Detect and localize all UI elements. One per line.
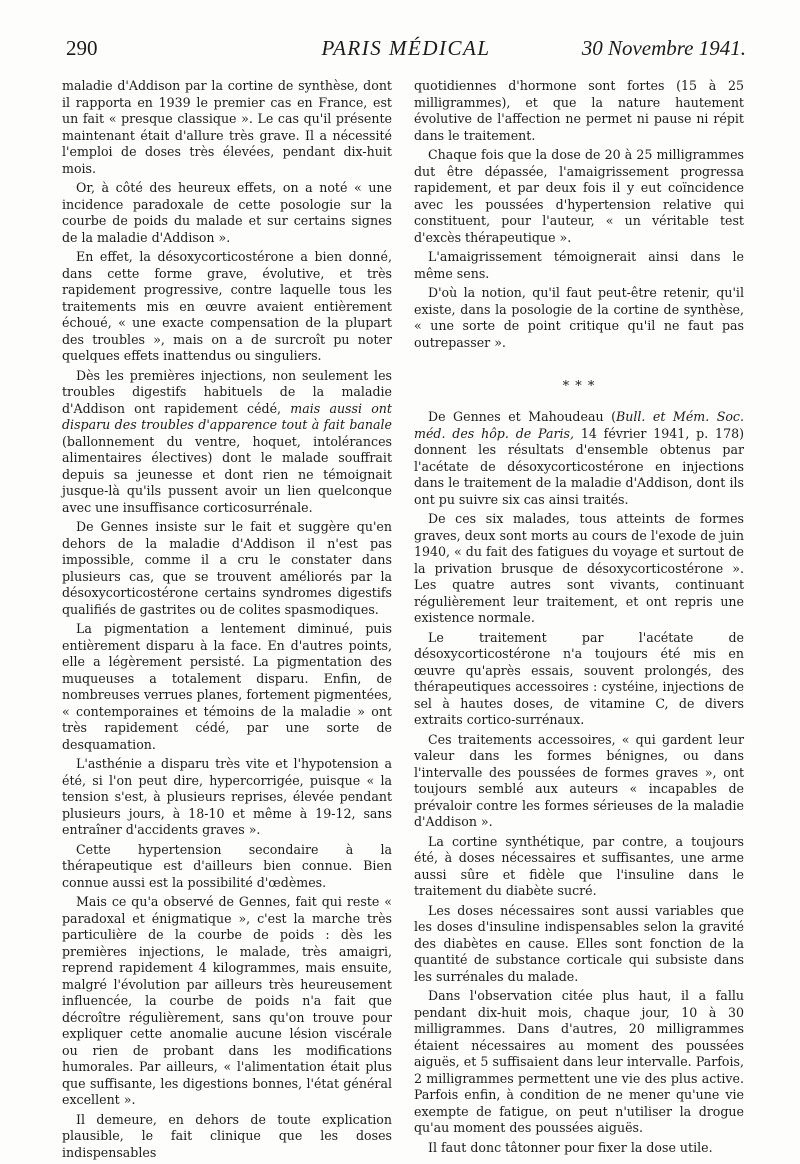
paragraph: Les doses nécessaires sont aussi variables que les doses d'insuline indispensables selon la gravité des diabètes en cause. Elles sont fonction de la quantité de substance corticale qui subsiste dans les surrénales du malade. [414,902,744,984]
text-run: De Gennes et Mahoudeau ( [428,409,616,424]
paragraph: La pigmentation a lentement diminué, puis entièrement disparu à la face. En d'autres points, elle a légèrement persisté. La pigmentation des muqueuses a totalement disparu. Enfin, de nombreuses verrues planes, fortement pigmentées, « contemporaines et témoins de la maladie » ont très rapidement cédé, par une sorte de desquamation. [62,621,392,752]
paragraph: De ces six malades, tous atteints de formes graves, deux sont morts au cours de l'exode de juin 1940, « du fait des fatigues du voyage et surtout de la privation brusque de désoxycorticostérone ». Les quatre autres sont vivants, continuant régulièrement leur traitement, et ont repris une existence normale. [414,511,744,625]
paragraph: De Gennes insiste sur le fait et suggère qu'en dehors de la maladie d'Addison il n'est pas impossible, comme il a cru le constater dans plusieurs cas, que se trouvent améliorés par la désoxycorticostérone certains syndromes digestifs qualifiés de gastrites ou de colites spasmodiques. [62,519,392,617]
journal-title: PARIS MÉDICAL [321,36,491,60]
paragraph: Il demeure, en dehors de toute explication plausible, le fait clinique que les doses indispensables [62,1111,392,1160]
text-run: (ballonnement du ventre, hoquet, intolérances alimentaires électives) dont le malade souffrait depuis sa jeunesse et dont rien ne témoignait jusque-là qu'ils pussent avoir un lien quelconque avec une insuffisance corticosurrénale. [62,433,392,515]
issue-date: 30 Novembre 1941. [581,36,746,60]
paragraph: Or, à côté des heureux effets, on a noté « une incidence paradoxale de cette posologie sur la courbe de poids du malade et sur certains signes de la maladie d'Addison ». [62,180,392,245]
page-number: 290 [66,36,98,60]
paragraph: Le traitement par l'acétate de désoxycorticostérone n'a toujours été mis en œuvre qu'après essais, souvent prolongés, des thérapeutiques accessoires : cystéine, injections de sel à hautes doses, de vitamine C, de divers extraits cortico-surrénaux. [414,629,744,727]
paragraph: D'où la notion, qu'il faut peut-être retenir, qu'il existe, dans la posologie de la cortine de synthèse, « une sorte de point critique qu'il ne faut pas outrepasser ». [414,285,744,350]
text-run: Dès les premières injections, non seulement les troubles digestifs habituels de la maladie d'Addison ont rapidement cédé, [62,367,392,416]
paragraph: Il faut donc tâtonner pour fixer la dose utile. [428,1139,713,1155]
paragraph [414,409,744,508]
running-header [66,36,746,68]
paragraph: Dans l'observation citée plus haut, il a fallu pendant dix-huit mois, chaque jour, 10 à 30 milligrammes. Dans d'autres, 20 milligrammes étaient nécessaires au moment des poussées aiguës, et 5 suffisaient dans leur intervalle. Parfois, 2 milligrammes permettent une vie des plus active. Parfois enfin, à condition de ne mener qu'une vie exempte de fatigue, on peut n'utiliser la drogue qu'au moment des poussées aiguës. [414,988,744,1135]
paragraph: Chaque fois que la dose de 20 à 25 milligrammes dut être dépassée, l'amaigrissement progressa rapidement, et par deux fois il y eut coïncidence avec les poussées d'hypertension relative qui constituent, pour l'auteur, « un véritable test d'excès thérapeutique ». [414,147,744,245]
paragraph: Mais ce qu'a observé de Gennes, fait qui reste « paradoxal et énigmatique », c'est la marche très particulière de la courbe de poids : dès les premières injections, le malade, très amaigri, reprend rapidement 4 kilogrammes, mais ensuite, malgré l'évolution par ailleurs très heureusement influencée, la courbe de poids n'a fait que décroître régulièrement, sans qu'on trouve pour expliquer cette anomalie aucune lésion viscérale ou rien de probant dans les modifications humorales. Par ailleurs, « l'alimentation était plus que suffisante, les digestions bonnes, l'état général excellent ». [62,894,392,1107]
citation: Bull. et Mém. Soc. méd. des hôp. de Paris, [414,409,744,441]
paragraph: L'amaigrissement témoignerait ainsi dans le même sens. [414,249,744,281]
paragraph: Ces traitements accessoires, « qui gardent leur valeur dans les formes bénignes, ou dans l'intervalle des poussées de formes graves », ont toujours semblé aux auteurs « incapables de prévaloir contre les formes sérieuses de la maladie d'Addison ». [414,731,744,829]
paragraph: La cortine synthétique, par contre, a toujours été, à doses nécessaires et suffisantes, une arme aussi sûre et fidèle que l'insuline dans le traitement du diabète sucré. [414,833,744,898]
paragraph: L'asthénie a disparu très vite et l'hypotension a été, si l'on peut dire, hypercorrigée, puisque « la tension s'est, à plusieurs reprises, élevée pendant plusieurs jours, à 18-10 et même à 19-12, sans entraîner d'accidents graves ». [62,756,392,837]
section-separator-asterisks: * * * [562,379,596,394]
paragraph: quotidiennes d'hormone sont fortes (15 à 25 milligrammes), et que la nature hautement évolutive de l'affection ne permet ni pause ni répit dans le traitement. [414,78,744,143]
paragraph: Cette hypertension secondaire à la thérapeutique est d'ailleurs bien connue. Bien connue aussi est la possibilité d'œdèmes. [62,841,392,890]
paragraph: maladie d'Addison par la cortine de synthèse, dont il rapporta en 1939 le premier cas en France, est un fait « presque classique ». Le cas qu'il présente maintenant était d'allure très grave. Il a nécessité l'emploi de doses très élevées, pendant dix-huit mois. [62,78,392,176]
right-column [414,78,744,1159]
paragraph: En effet, la désoxycorticostérone a bien donné, dans cette forme grave, évolutive, et très rapidement progressive, contre laquelle tous les traitements mis en œuvre avaient entièrement échoué, « une exacte compensation de la plupart des troubles », mais on a de surcroît pu noter quelques effets inattendus ou singuliers. [62,249,392,363]
text-run: 14 février 1941, p. 178) donnent les résultats d'ensemble obtenus par l'acétate de désoxycorticostérone en injections dans le traitement de la maladie d'Addison, dont ils ont pu suivre six cas ainsi traités. [414,425,745,507]
paragraph [62,368,392,517]
left-column [62,78,392,1164]
emphasis: mais aussi ont disparu des troubles d'apparence tout à fait banale [62,400,392,432]
